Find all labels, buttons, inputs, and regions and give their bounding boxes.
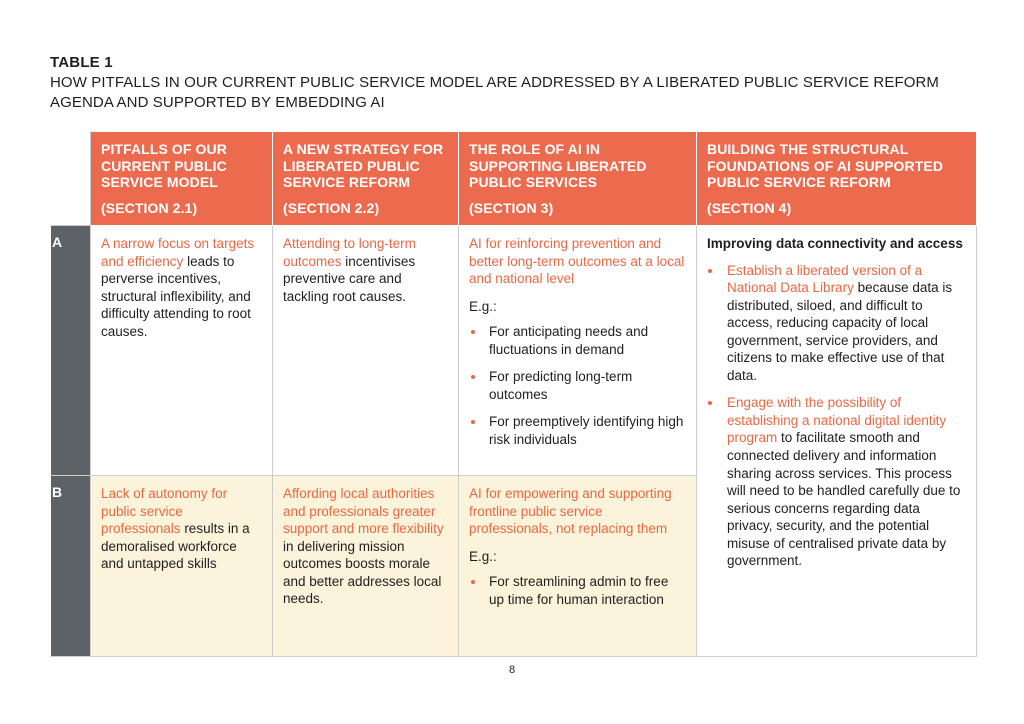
cell-strategy-b	[273, 476, 459, 657]
table-1	[50, 131, 977, 657]
header-pitfalls	[91, 132, 273, 226]
table-corner-cell	[51, 132, 91, 226]
row-label-b: B	[51, 476, 91, 657]
table-row-a	[51, 226, 977, 476]
bullet-item: • For anticipating needs and fluctuations in demand	[486, 323, 686, 358]
pitfall-b-text	[101, 485, 262, 573]
row-label-a: A	[51, 226, 91, 476]
table-header-row	[51, 132, 977, 226]
ai-role-b-lead: AI for empowering and supporting frontline public service professionals, not replacing them	[469, 486, 672, 537]
cell-ai-role-b	[459, 476, 697, 657]
strategy-b-text	[283, 485, 448, 608]
header-ai-role	[459, 132, 697, 226]
page-number: 8	[508, 664, 516, 676]
pitfall-b-rest: results in a demoralised workforce and untapped skills	[101, 521, 250, 572]
table-label: TABLE 1	[50, 54, 113, 71]
header-foundations-section: (SECTION 4)	[707, 200, 792, 217]
cell-pitfall-a	[91, 226, 273, 476]
strategy-b-rest: in delivering mission outcomes boosts morale and better addresses local needs.	[283, 538, 442, 607]
header-ai-role-title: THE ROLE OF AI IN SUPPORTING LIBERATED PUBLIC SERVICES	[469, 141, 647, 191]
header-foundations-title: BUILDING THE STRUCTURAL FOUNDATIONS OF AI SUPPORTED PUBLIC SERVICE REFORM	[707, 141, 944, 191]
pitfall-a-lead: A narrow focus on targets and efficiency	[101, 236, 255, 269]
header-strategy-title: A NEW STRATEGY FOR LIBERATED PUBLIC SERVICE REFORM	[283, 141, 444, 191]
bullet-item: • For predicting long-term outcomes	[486, 368, 686, 403]
header-strategy-section: (SECTION 2.2)	[283, 200, 380, 217]
strategy-a-lead: Attending to long-term outcomes	[283, 236, 416, 269]
ai-role-a-lead: AI for reinforcing prevention and better long-term outcomes at a local and national level	[469, 236, 685, 287]
strategy-a-text	[283, 235, 448, 305]
cell-pitfall-b	[91, 476, 273, 657]
pitfall-b-lead: Lack of autonomy for public service professionals	[101, 486, 228, 537]
bullet-item: • For preemptively identifying high risk individuals	[486, 413, 686, 448]
foundations-bullet-2-rest: to facilitate smooth and connected delivery and information sharing across services. This process will need to be handled carefully due to serious concerns regarding data privacy, security, and the potential misuse of centralised private data by government.	[727, 430, 961, 569]
header-strategy	[273, 132, 459, 226]
foundations-bullet-2-lead: Engage with the possibility of establishing a national digital identity program	[727, 395, 947, 446]
ai-role-a-eg-label: E.g.:	[469, 298, 497, 314]
header-pitfalls-title: PITFALLS OF OUR CURRENT PUBLIC SERVICE MODEL	[101, 141, 227, 191]
foundations-heading: Improving data connectivity and access	[707, 236, 963, 251]
ai-role-a-bullet-list	[469, 323, 686, 448]
ai-role-b-bullet-list	[469, 573, 686, 608]
strategy-b-lead: Affording local authorities and professionals greater support and more flexibility	[283, 486, 444, 537]
pitfall-a-text	[101, 235, 262, 340]
pitfall-a-rest: leads to perverse incentives, structural inflexibility, and difficulty attending to root causes.	[101, 253, 251, 339]
strategy-a-rest: incentivises preventive care and tackling root causes.	[283, 253, 416, 304]
ai-role-b-eg-label: E.g.:	[469, 548, 497, 564]
bullet-item	[723, 262, 966, 385]
bullet-item: • For streamlining admin to free up time for human interaction	[486, 573, 686, 608]
cell-ai-role-a	[459, 226, 697, 476]
header-ai-role-section: (SECTION 3)	[469, 200, 554, 217]
foundations-bullet-1-lead: Establish a liberated version of a National Data Library	[727, 262, 923, 296]
table-caption: HOW PITFALLS IN OUR CURRENT PUBLIC SERVICE MODEL ARE ADDRESSED BY A LIBERATED PUBLIC SERVICE REFORM AGENDA AND SUPPORTED BY EMBEDDING AI	[50, 74, 940, 111]
header-foundations	[697, 132, 977, 226]
foundations-bullet-1-rest: because data is distributed, siloed, and difficult to access, reducing capacity of local government, service providers, and citizens to make effective use of that data.	[727, 280, 953, 383]
cell-strategy-a	[273, 226, 459, 476]
bullet-item	[723, 394, 966, 569]
cell-foundations	[697, 226, 977, 657]
table-caption-block	[50, 54, 940, 113]
foundations-bullet-list	[707, 262, 966, 570]
header-pitfalls-section: (SECTION 2.1)	[101, 200, 198, 217]
